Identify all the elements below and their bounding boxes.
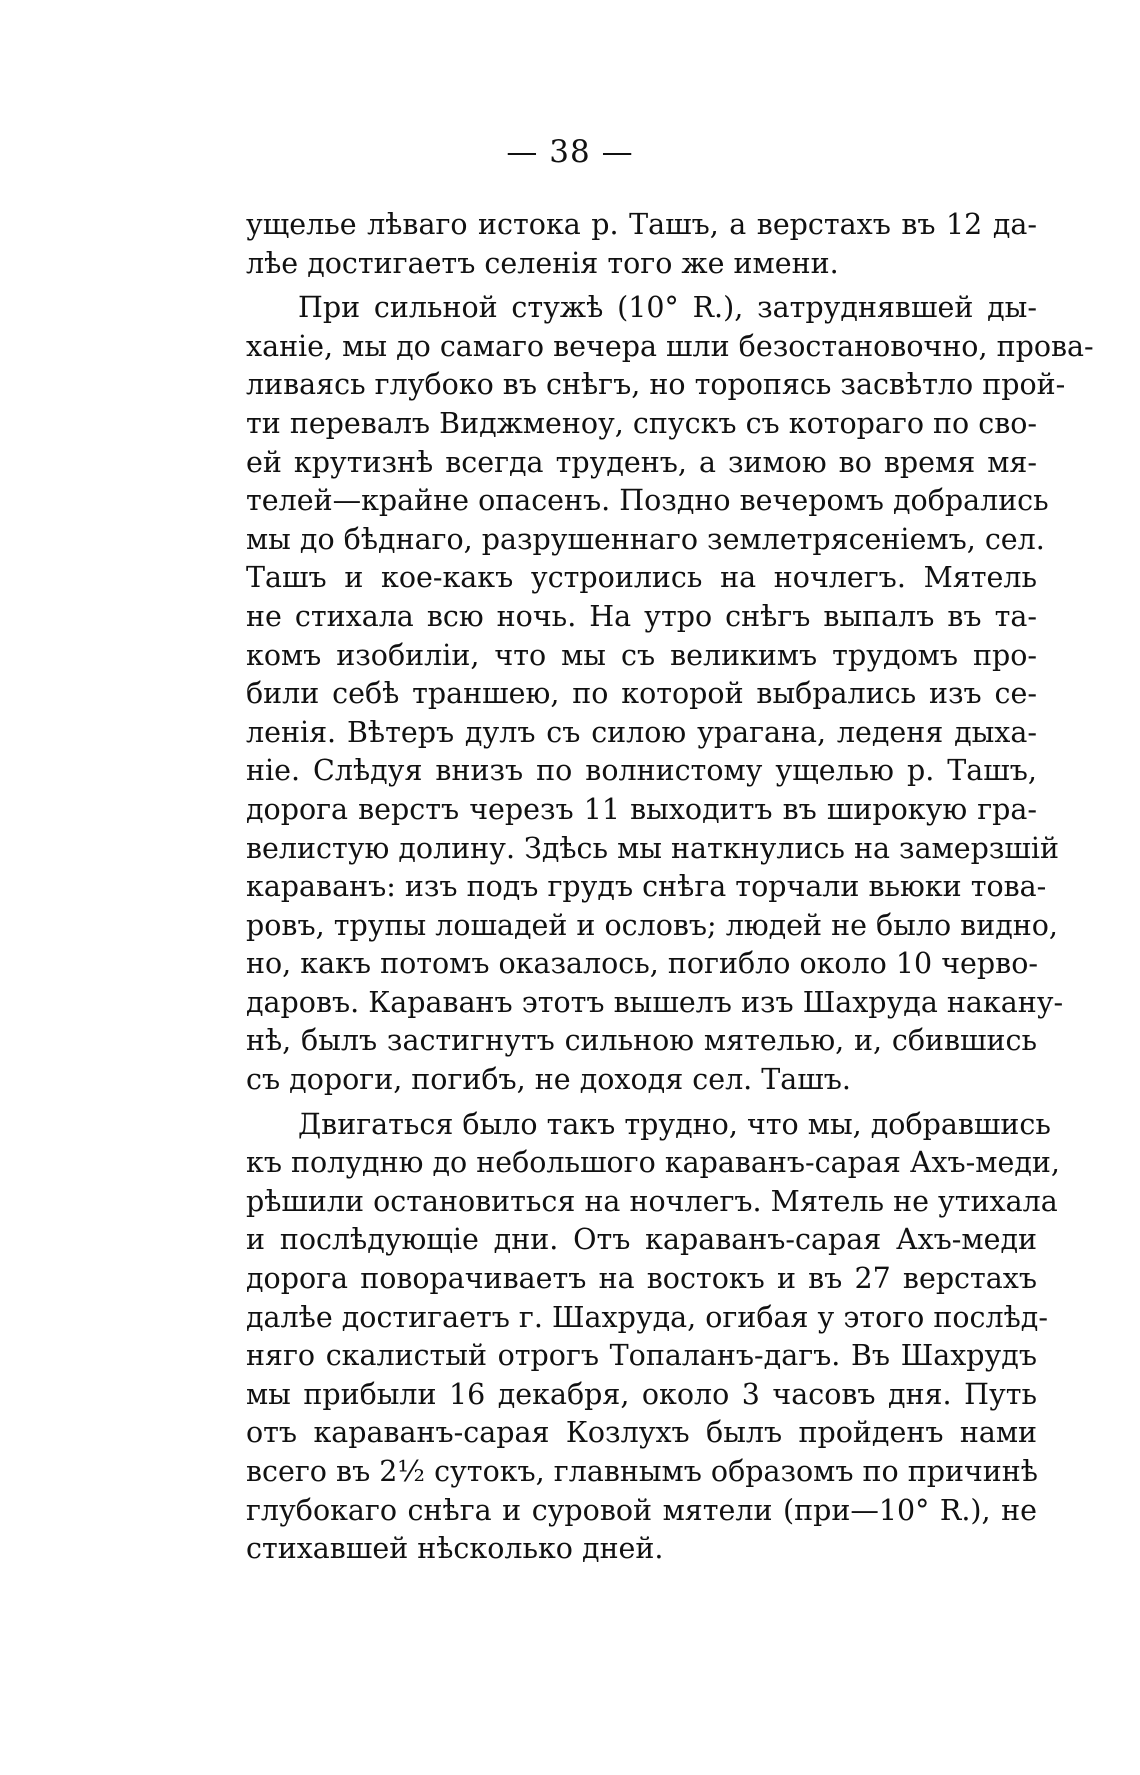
text-line: всего въ 2½ сутокъ, главнымъ образомъ по причинѣ (246, 1455, 1038, 1488)
text-line: мы прибыли 16 декабря, около 3 часовъ дня. Путь (246, 1377, 1037, 1411)
text-line: велистую долину. Здѣсь мы наткнулись на замерзшій (246, 831, 1059, 865)
text-line: ей крутизнѣ всегда труденъ, а зимою во время мя- (246, 445, 1037, 479)
text-line: къ полудню до небольшого караванъ-сарая Ахъ-меди, (246, 1146, 1060, 1180)
text-line: мы до бѣднаго, разрушеннаго землетрясеніемъ, сел. (246, 522, 1045, 556)
text-line: Ташъ и кое-какъ устроились на ночлегъ. Мятель (246, 561, 1037, 595)
text-line: и послѣдующіе дни. Отъ караванъ-сарая Ахъ-меди (246, 1223, 1037, 1257)
text-line: отъ караванъ-сарая Козлухъ былъ пройденъ нами (246, 1416, 1037, 1450)
text-line: не стихала всю ночь. На утро снѣгъ выпалъ въ та- (246, 599, 1037, 633)
text-line: дорога поворачиваетъ на востокъ и въ 27 верстахъ (246, 1262, 1037, 1296)
text-line: ти перевалъ Виджменоу, спускъ съ котораго по сво- (246, 406, 1038, 440)
text-line: но, какъ потомъ оказалось, погибло около 10 черво- (246, 947, 1039, 981)
text-line: ливаясь глубоко въ снѣгъ, но торопясь засвѣтло прой- (246, 368, 1066, 402)
text-line: При сильной стужѣ (10° R.), затруднявшей ды- (298, 291, 1037, 325)
text-line: няго скалистый отрогъ Топаланъ-дагъ. Въ Шахрудъ (246, 1339, 1037, 1373)
text-line: ленія. Вѣтеръ дулъ съ силою урагана, леденя дыха- (246, 715, 1037, 749)
text-line: били себѣ траншею, по которой выбрались изъ се- (246, 677, 1037, 711)
text-line: даровъ. Караванъ этотъ вышелъ изъ Шахруда накану- (246, 985, 1064, 1019)
text-line: съ дороги, погибъ, не доходя сел. Ташъ. (246, 1063, 851, 1097)
text-line: ханіе, мы до самаго вечера шли безостановочно, прова- (246, 329, 1094, 363)
text-line: телей—крайне опасенъ. Поздно вечеромъ добрались (246, 484, 1049, 518)
body-text (246, 206, 1094, 1569)
text-line: нѣ, былъ застигнутъ сильною мятелью, и, сбившись (246, 1024, 1037, 1058)
paragraph-3 (246, 1106, 1060, 1569)
text-line: комъ изобиліи, что мы съ великимъ трудомъ про- (246, 638, 1037, 672)
text-line: глубокаго снѣга и суровой мятели (при—10° R.), не (246, 1493, 1037, 1527)
text-line: лѣе достигаетъ селенія того же имени. (246, 246, 839, 280)
text-line: стихавшей нѣсколько дней. (246, 1532, 664, 1566)
paragraph-1 (246, 206, 1037, 283)
text-line: ніе. Слѣдуя внизъ по волнистому ущелью р. Ташъ, (246, 754, 1037, 788)
text-line: караванъ: изъ подъ грудъ снѣга торчали вьюки това- (246, 870, 1047, 904)
text-line: дорога верстъ черезъ 11 выходитъ въ широкую гра- (246, 792, 1037, 826)
text-line: далѣе достигаетъ г. Шахруда, огибая у этого послѣд- (246, 1300, 1048, 1334)
text-line: Двигаться было такъ трудно, что мы, добравшись (298, 1107, 1051, 1141)
text-line: ущелье лѣваго истока р. Ташъ, а верстахъ въ 12 да- (246, 208, 1037, 241)
paragraph-2 (246, 289, 1094, 1099)
page-number: — 38 — (506, 134, 634, 170)
text-line: рѣшили остановиться на ночлегъ. Мятель не утихала (246, 1184, 1058, 1218)
text-line: ровъ, трупы лошадей и ословъ; людей не было видно, (246, 908, 1058, 942)
